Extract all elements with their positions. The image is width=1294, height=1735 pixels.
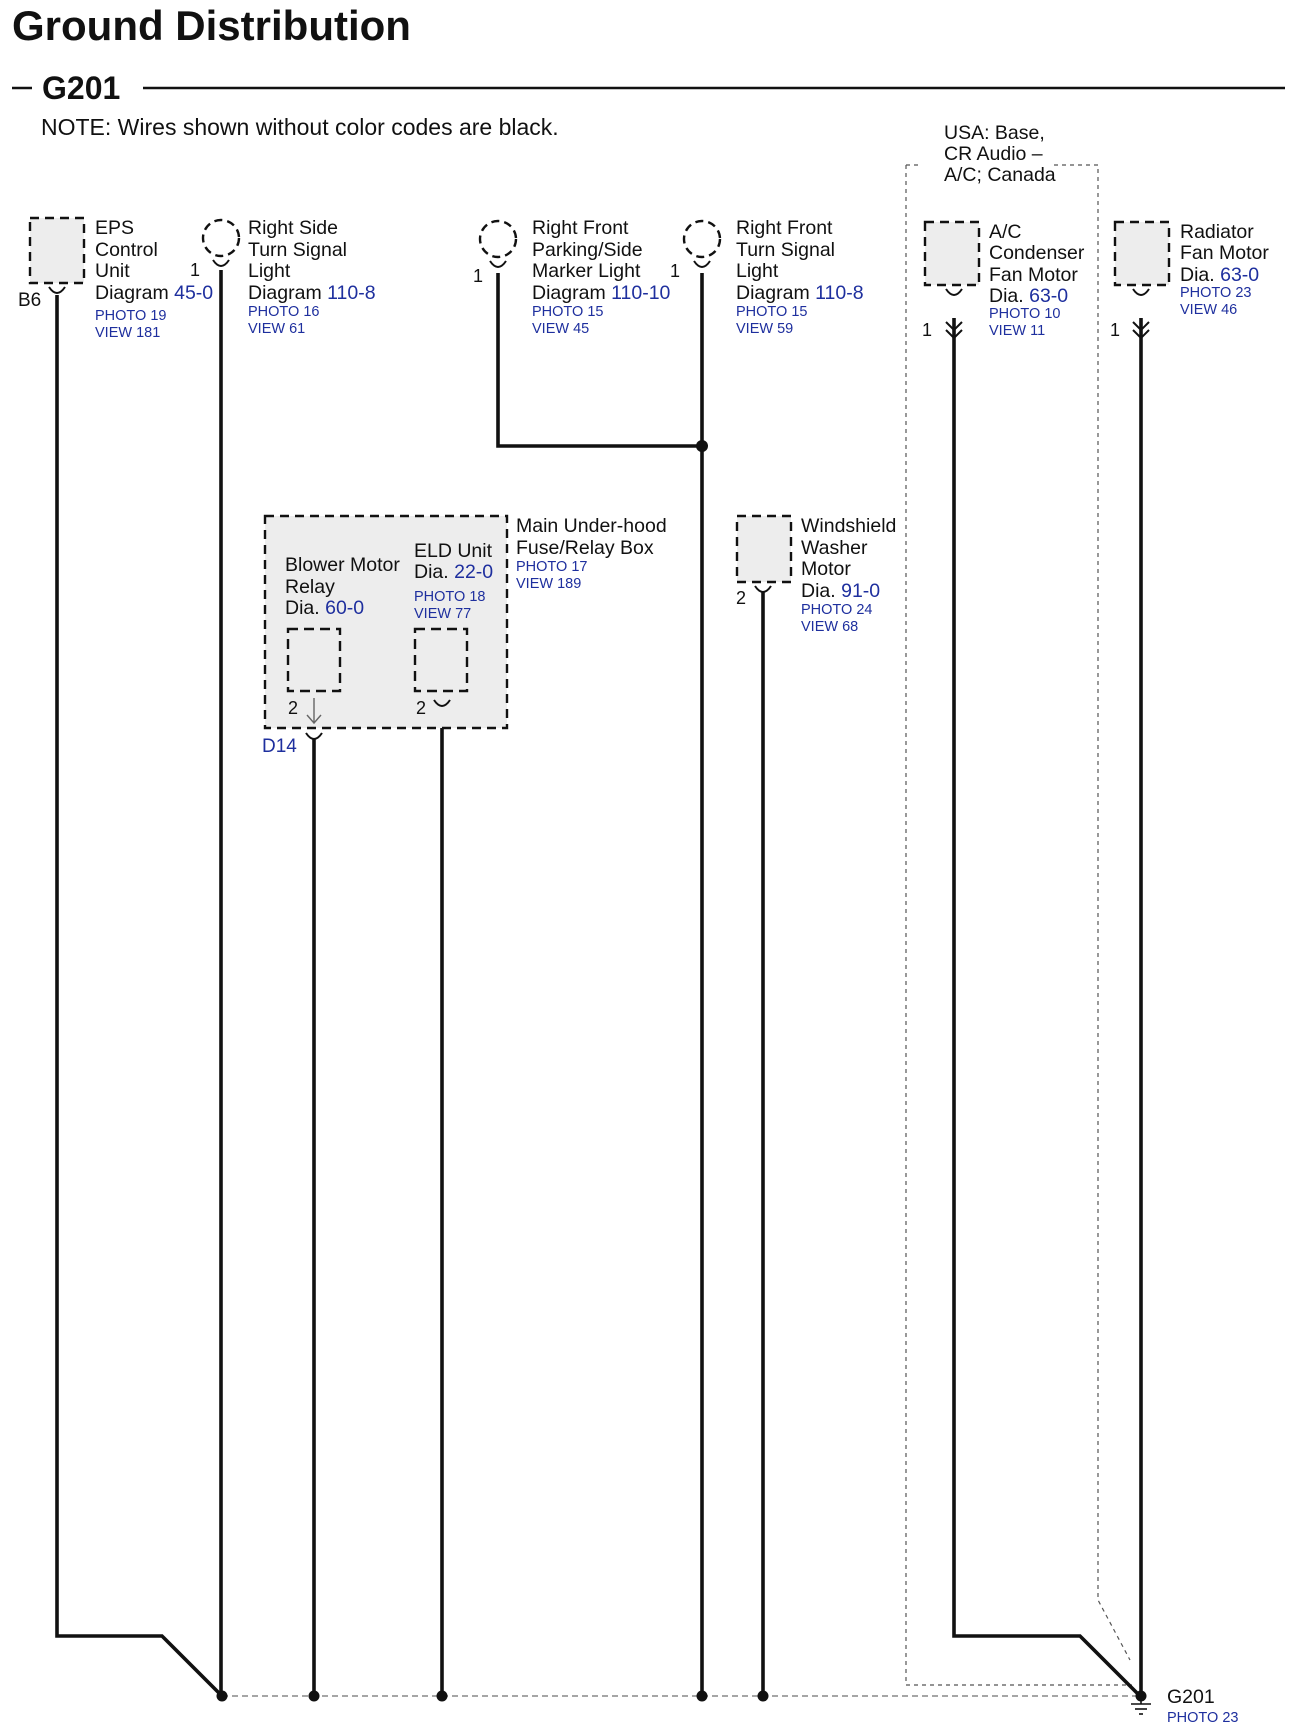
junction-dot (758, 1691, 769, 1702)
rs-turn-view-ref[interactable]: VIEW 61 (248, 321, 306, 337)
diag-number: 110-10 (611, 282, 671, 304)
wires (57, 270, 1141, 1696)
rs-turn-name-2: Turn Signal (248, 239, 347, 261)
ac-fan-photo-ref[interactable]: PHOTO 10 (989, 306, 1061, 322)
component-rf-turn (670, 217, 864, 337)
eld-name-1: ELD Unit (414, 540, 493, 562)
terminal-icon (694, 261, 710, 267)
washer-name-3: Motor (801, 558, 851, 580)
rf-turn-view-ref[interactable]: VIEW 59 (736, 321, 794, 337)
terminal-icon (49, 287, 65, 293)
eps-photo-ref[interactable]: PHOTO 19 (95, 308, 167, 324)
junction-dot (309, 1691, 320, 1702)
blower-name-2: Relay (285, 576, 335, 598)
diag-label: Dia. (801, 580, 836, 602)
rad-fan-diagram-ref[interactable] (1180, 264, 1259, 286)
eps-body (30, 218, 84, 283)
blower-diagram-ref[interactable] (285, 597, 364, 619)
pin-number: 1 (190, 260, 201, 280)
washer-diagram-ref[interactable] (801, 580, 880, 602)
blower-name-1: Blower Motor (285, 554, 400, 576)
wire-eps (57, 295, 222, 1696)
rad-fan-name-2: Fan Motor (1180, 242, 1269, 264)
component-rs-turn (190, 217, 376, 337)
fuse-box-photo-ref[interactable]: PHOTO 17 (516, 559, 588, 575)
rf-parking-view-ref[interactable]: VIEW 45 (532, 321, 590, 337)
rad-fan-photo-ref[interactable]: PHOTO 23 (1180, 285, 1252, 301)
component-eps (18, 217, 213, 341)
junction-dot (697, 1691, 708, 1702)
fuse-box-connector: D14 (262, 736, 297, 757)
terminal-icon (1133, 289, 1149, 295)
pin-number: 1 (1110, 320, 1121, 340)
diag-label: Diagram (248, 282, 322, 304)
diag-label: Dia. (1180, 264, 1215, 286)
terminal-icon (755, 586, 771, 592)
component-fuse-box (262, 515, 667, 757)
diag-label: Dia. (989, 285, 1024, 307)
washer-name-1: Windshield (801, 515, 897, 537)
rf-turn-photo-ref[interactable]: PHOTO 15 (736, 304, 808, 320)
rf-parking-name-1: Right Front (532, 217, 629, 239)
eld-body (415, 629, 467, 691)
diag-label: Dia. (285, 597, 320, 619)
ground-label: G201 (1167, 1686, 1215, 1708)
rf-turn-name-3: Light (736, 260, 779, 282)
fuse-box-name-1: Main Under-hood (516, 515, 667, 537)
diag-label: Dia. (414, 561, 449, 583)
terminal-icon (213, 260, 229, 266)
pin-number: 2 (416, 698, 427, 718)
terminal-icon (306, 733, 322, 739)
rad-fan-view-ref[interactable]: VIEW 46 (1180, 302, 1238, 318)
eps-diagram-ref[interactable] (95, 282, 213, 304)
eld-view-ref[interactable]: VIEW 77 (414, 606, 472, 622)
diag-label: Diagram (95, 282, 169, 304)
pin-number: 1 (670, 261, 681, 281)
rad-fan-body (1115, 222, 1169, 285)
option-line-2: CR Audio – (944, 143, 1043, 165)
ground-g201 (1131, 1686, 1238, 1726)
diag-number: 63-0 (1029, 285, 1069, 307)
bulb-icon (684, 221, 720, 257)
ground-title: G201 (42, 70, 121, 106)
pin-number: 1 (473, 266, 484, 286)
eld-photo-ref[interactable]: PHOTO 18 (414, 589, 486, 605)
diag-label: Diagram (736, 282, 810, 304)
rs-turn-diagram-ref[interactable] (248, 282, 376, 304)
rf-turn-name-2: Turn Signal (736, 239, 835, 261)
junction-dot (437, 1691, 448, 1702)
junction-dot (217, 1691, 228, 1702)
pin-number: 2 (736, 588, 747, 608)
page-title: Ground Distribution (12, 2, 411, 49)
eps-connector: B6 (18, 290, 42, 311)
rs-turn-name-3: Light (248, 260, 291, 282)
pin-number: 1 (922, 320, 933, 340)
diag-label: Diagram (532, 282, 606, 304)
ac-fan-name-3: Fan Motor (989, 264, 1078, 286)
ac-fan-view-ref[interactable]: VIEW 11 (989, 323, 1046, 339)
option-box (906, 122, 1132, 1685)
component-rad-fan (1110, 221, 1269, 340)
rf-parking-name-3: Marker Light (532, 260, 641, 282)
component-rf-parking (473, 217, 671, 337)
washer-body (737, 516, 791, 582)
eps-name-1: EPS (95, 217, 135, 239)
rf-parking-photo-ref[interactable]: PHOTO 15 (532, 304, 604, 320)
washer-name-2: Washer (801, 537, 868, 559)
ac-fan-body (925, 222, 979, 285)
eps-name-3: Unit (95, 260, 130, 282)
terminal-icon (490, 261, 506, 267)
rs-turn-photo-ref[interactable]: PHOTO 16 (248, 304, 320, 320)
rf-parking-name-2: Parking/Side (532, 239, 643, 261)
option-line-1: USA: Base, (944, 122, 1045, 144)
eps-view-ref[interactable]: VIEW 181 (95, 325, 161, 341)
fuse-box-name-2: Fuse/Relay Box (516, 537, 654, 559)
fuse-box-view-ref[interactable]: VIEW 189 (516, 576, 582, 592)
rf-turn-diagram-ref[interactable] (736, 282, 864, 304)
splice-dot (696, 440, 708, 452)
rf-parking-diagram-ref[interactable] (532, 282, 671, 304)
diag-number: 110-8 (327, 282, 376, 304)
ground-photo-ref[interactable]: PHOTO 23 (1167, 1710, 1239, 1726)
diag-number: 110-8 (815, 282, 864, 304)
washer-photo-ref[interactable]: PHOTO 24 (801, 602, 873, 618)
pin-number: 2 (288, 698, 299, 718)
washer-view-ref[interactable]: VIEW 68 (801, 619, 859, 635)
rs-turn-name-1: Right Side (248, 217, 338, 239)
rad-fan-name-1: Radiator (1180, 221, 1254, 243)
terminal-icon (946, 289, 962, 295)
diag-number: 60-0 (325, 597, 365, 619)
wire-ac-fan (954, 318, 1140, 1696)
ac-fan-name-2: Condenser (989, 242, 1085, 264)
wire-color-note: NOTE: Wires shown without color codes are black. (41, 114, 559, 140)
diag-number: 63-0 (1220, 264, 1260, 286)
rf-turn-name-1: Right Front (736, 217, 833, 239)
bulb-icon (203, 220, 239, 256)
diag-number: 45-0 (174, 282, 214, 304)
component-ac-fan (922, 221, 1085, 340)
ac-fan-name-1: A/C (989, 221, 1022, 243)
blower-relay-body (288, 629, 340, 691)
ac-fan-diagram-ref[interactable] (989, 285, 1068, 307)
option-line-3: A/C; Canada (944, 164, 1056, 186)
diag-number: 91-0 (841, 580, 881, 602)
diag-number: 22-0 (454, 561, 494, 583)
eps-name-2: Control (95, 239, 158, 261)
eld-diagram-ref[interactable] (414, 561, 493, 583)
component-washer (736, 515, 896, 635)
bulb-icon (480, 221, 516, 257)
